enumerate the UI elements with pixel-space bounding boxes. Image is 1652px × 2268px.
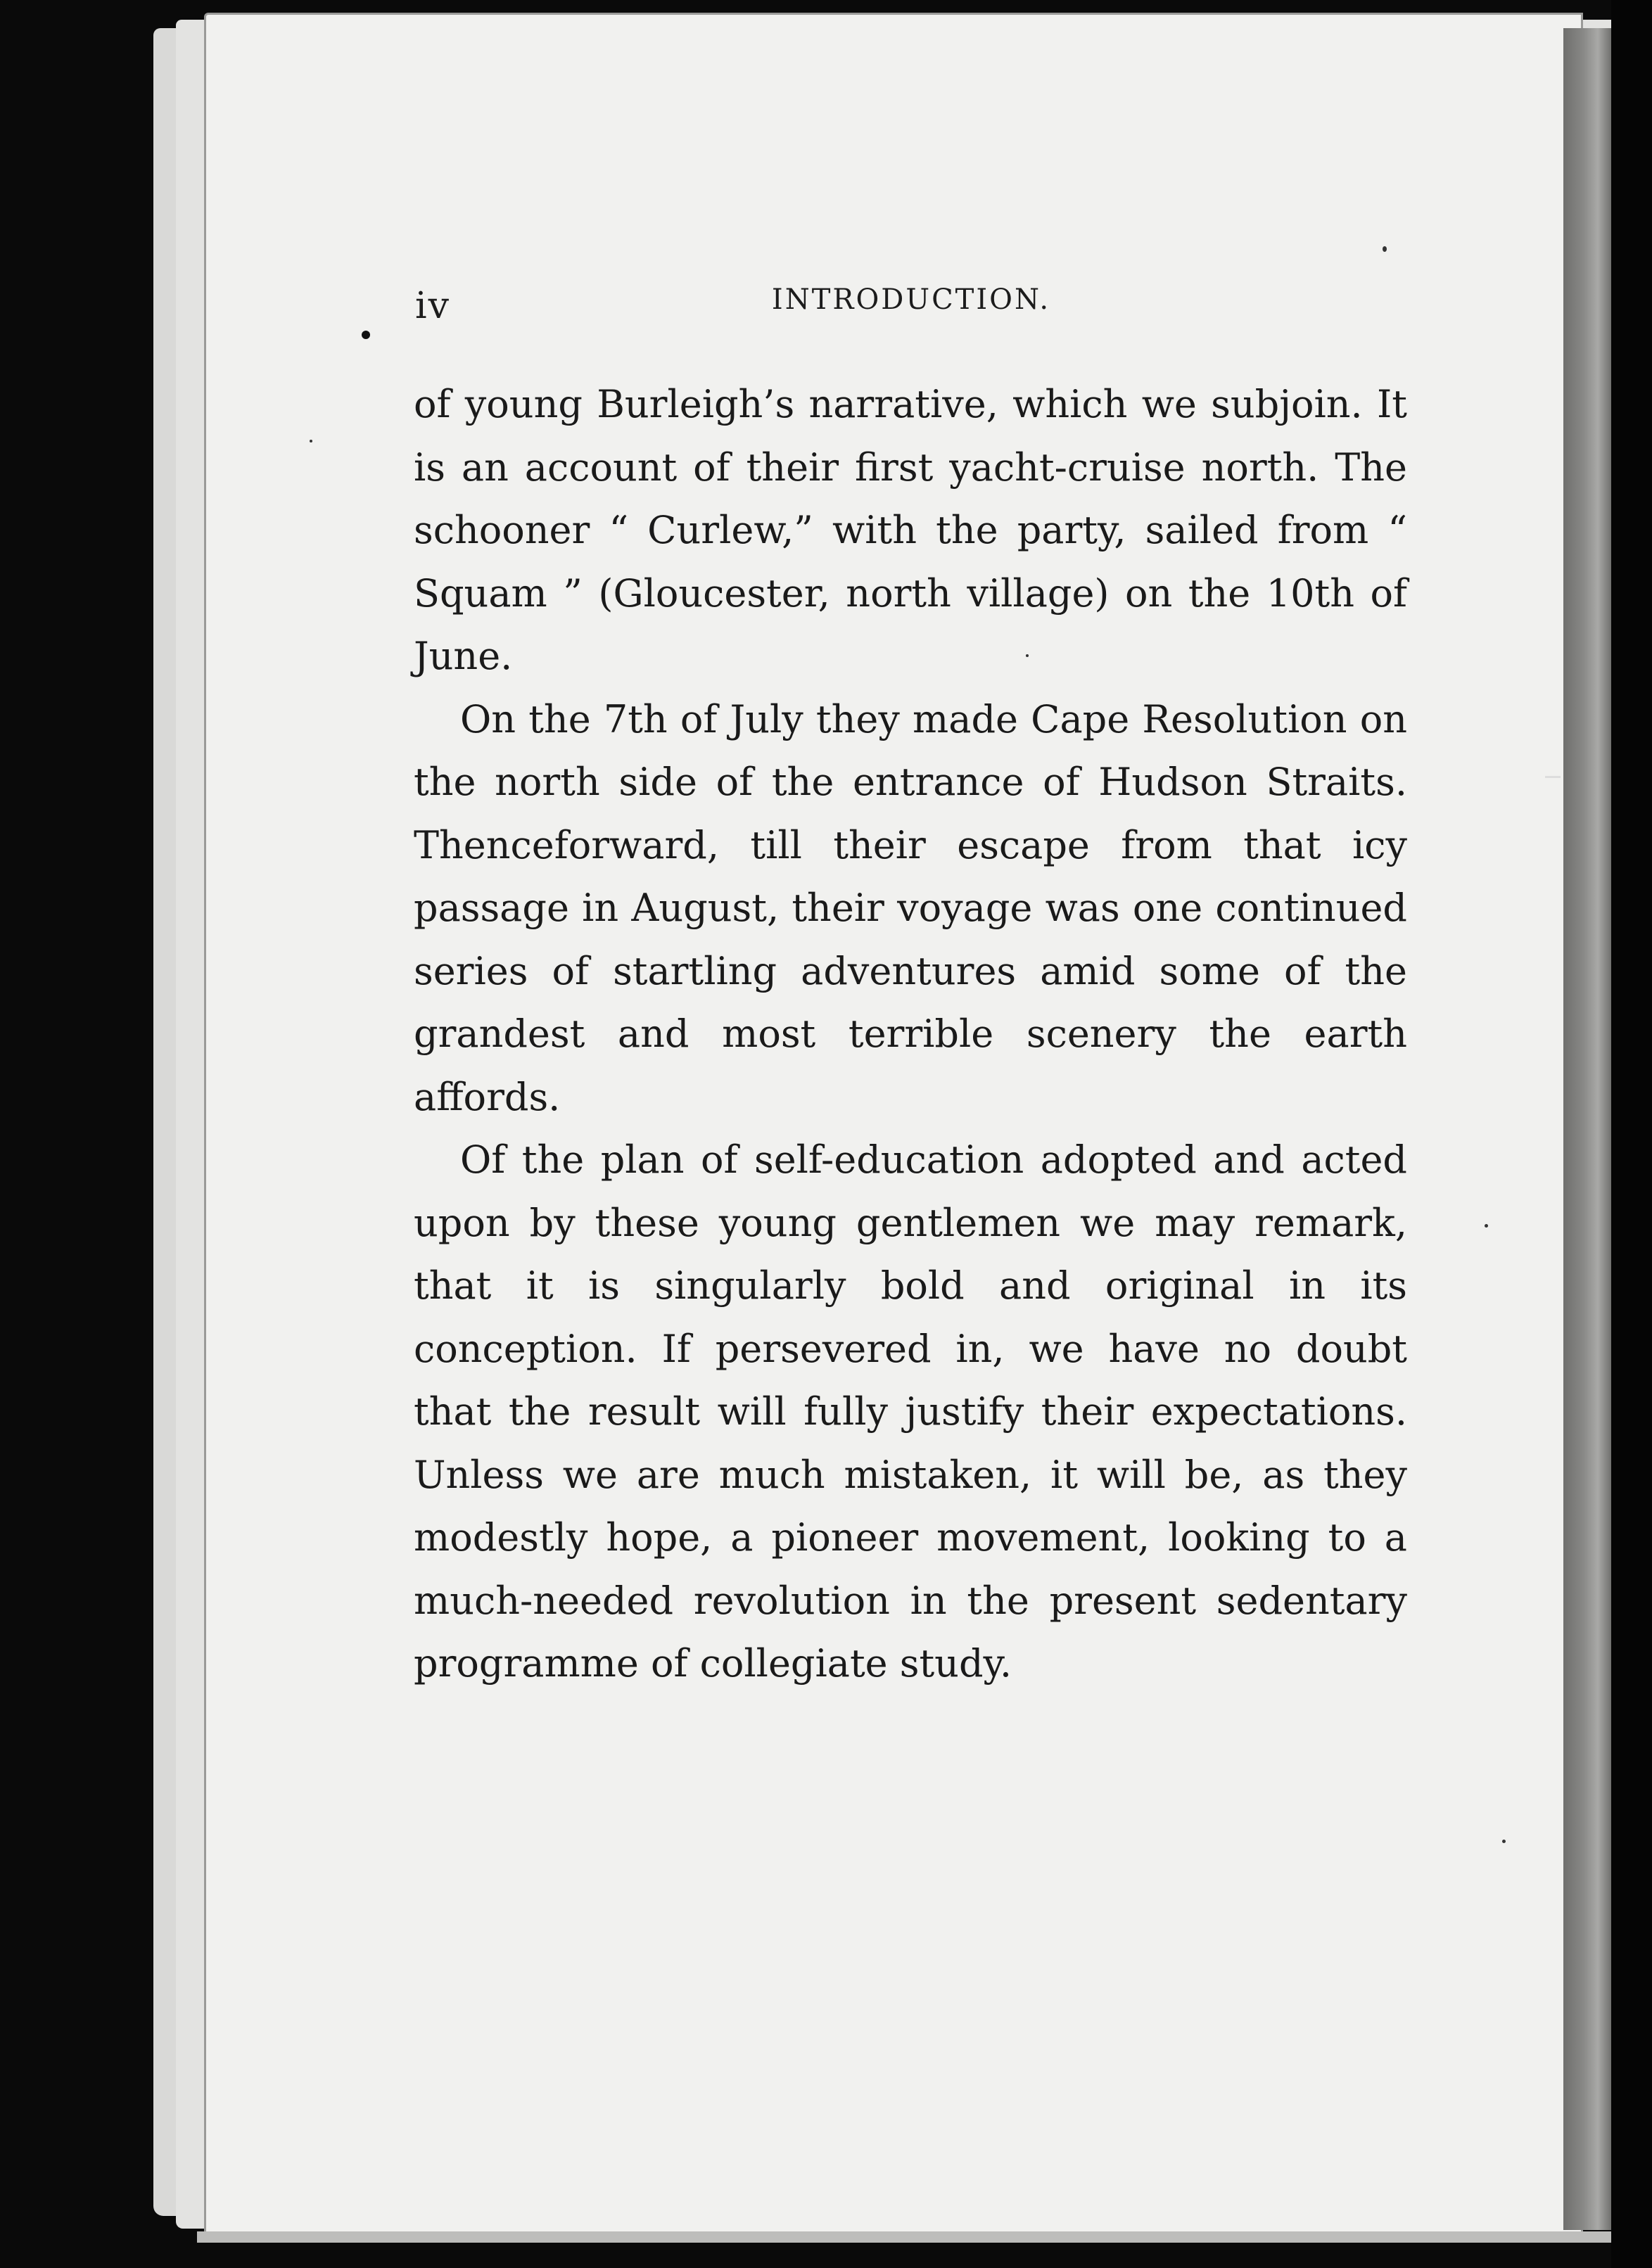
page-header <box>415 278 1407 327</box>
paragraph-1: of young Burleigh’s narrative, which we subjoin. It is an account of their first yacht-cruise north. The schooner “ Curlew,” with the party, sailed from “ Squam ” (Gloucester, north village) on the 10th of June. <box>414 382 1407 678</box>
body-text <box>414 373 1407 1695</box>
ink-speck <box>310 440 312 442</box>
paragraph-2: On the 7th of July they made Cape Resolution on the north side of the entrance of Hudson Straits. Thenceforward, till their escape from that icy passage in August, their voyage was one continued series of startling adventures amid some of the grandest and most terrible scenery the earth affords. <box>414 696 1407 1119</box>
running-head: INTRODUCTION. <box>771 284 1051 316</box>
ink-speck <box>1485 1224 1488 1228</box>
page-bottom-edge <box>197 2231 1611 2243</box>
page-number: iv <box>415 285 451 327</box>
book-gutter-shadow <box>1563 28 1613 2230</box>
margin-tick <box>1545 776 1561 778</box>
ink-speck <box>1502 1840 1506 1843</box>
ink-speck <box>1383 246 1387 252</box>
paragraph-3: Of the plan of self-education adopted and acted upon by these young gentlemen we may remark, that it is singularly bold and original in its conception. If persevered in, we have no doubt that the result will fully justify their expectations. Unless we are much mistaken, it will be, as they modestly hope, a pioneer movement, looking to a much-needed revolution in the present sedentary programme of collegiate study. <box>414 1138 1407 1686</box>
scan-border <box>1611 0 1652 2268</box>
ink-dot <box>362 331 370 339</box>
